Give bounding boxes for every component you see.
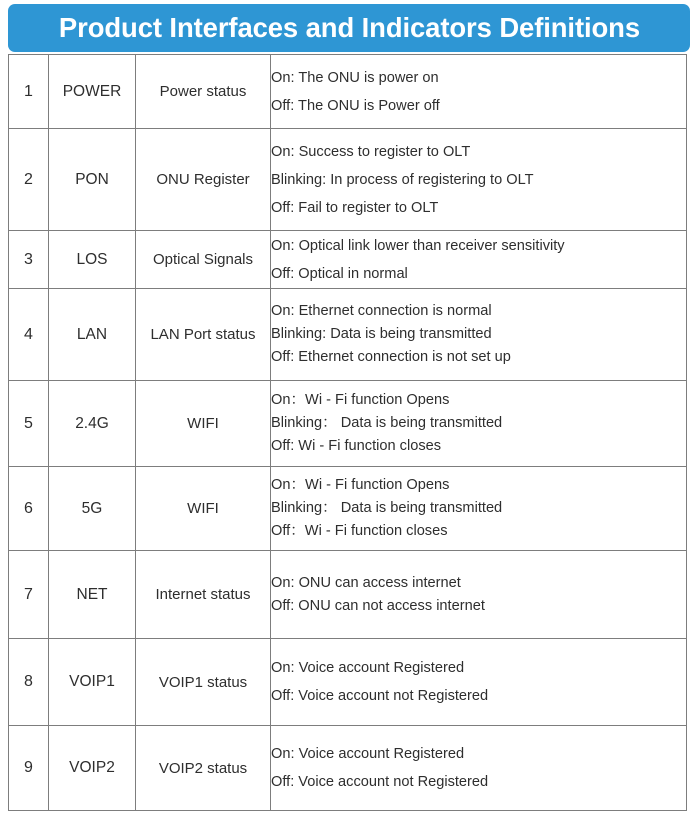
table-row xyxy=(9,129,687,231)
description-line: Blinking: Data is being transmitted xyxy=(271,326,492,342)
page-title: Product Interfaces and Indicators Definitions xyxy=(58,12,640,43)
description-line: On: Success to register to OLT xyxy=(271,143,471,160)
table-row xyxy=(9,551,687,639)
description-line: Off: Ethernet connection is not set up xyxy=(271,349,511,365)
table-row xyxy=(9,639,687,726)
row-number-cell: 9 xyxy=(9,726,49,811)
indicator-function-cell: VOIP2 status xyxy=(136,726,271,811)
row-number-cell: 2 xyxy=(9,129,49,231)
indicator-function-cell: VOIP1 status xyxy=(136,639,271,726)
indicator-function-cell: WIFI xyxy=(136,467,271,551)
table-body xyxy=(9,55,687,811)
table-row xyxy=(9,381,687,467)
description-line: Off: Wi - Fi function closes xyxy=(271,438,442,454)
indicator-description-cell xyxy=(271,231,687,289)
indicator-description-cell xyxy=(271,551,687,639)
description-line: On: Ethernet connection is normal xyxy=(271,303,492,319)
indicator-name-cell: VOIP2 xyxy=(49,726,136,811)
indicator-name-cell: NET xyxy=(49,551,136,639)
indicator-definitions-table xyxy=(8,54,687,811)
row-number-cell: 4 xyxy=(9,289,49,381)
description-line: On: The ONU is power on xyxy=(271,69,439,86)
indicator-description-cell xyxy=(271,639,687,726)
row-number-cell: 1 xyxy=(9,55,49,129)
row-number-cell: 3 xyxy=(9,231,49,289)
description-line: Off: Voice account not Registered xyxy=(271,774,489,790)
description-line: Off: Voice account not Registered xyxy=(271,688,489,704)
row-number-cell: 6 xyxy=(9,467,49,551)
description-line: Blinking： Data is being transmitted xyxy=(271,500,503,516)
description-line: Blinking: In process of registering to OLT xyxy=(271,171,534,188)
indicator-function-cell: WIFI xyxy=(136,381,271,467)
indicator-function-cell: ONU Register xyxy=(136,129,271,231)
description-line: On: Optical link lower than receiver sensitivity xyxy=(271,237,565,254)
description-line: Off：Wi - Fi function closes xyxy=(271,523,448,539)
indicator-description-cell xyxy=(271,289,687,381)
indicator-name-cell: LOS xyxy=(49,231,136,289)
description-line: Blinking： Data is being transmitted xyxy=(271,415,503,431)
indicator-name-cell: 5G xyxy=(49,467,136,551)
indicator-name-cell: 2.4G xyxy=(49,381,136,467)
indicator-name-cell: LAN xyxy=(49,289,136,381)
row-number-cell: 5 xyxy=(9,381,49,467)
indicator-table-container xyxy=(8,54,686,811)
description-line: Off: ONU can not access internet xyxy=(271,597,485,614)
table-row xyxy=(9,231,687,289)
description-line: Off: Fail to register to OLT xyxy=(271,199,439,216)
indicator-name-cell: PON xyxy=(49,129,136,231)
page-title-bar xyxy=(8,4,690,52)
indicator-description-cell xyxy=(271,467,687,551)
table-row xyxy=(9,467,687,551)
row-number-cell: 8 xyxy=(9,639,49,726)
indicator-description-cell xyxy=(271,129,687,231)
table-row xyxy=(9,726,687,811)
description-line: On: ONU can access internet xyxy=(271,574,461,591)
table-row xyxy=(9,289,687,381)
description-line: On：Wi - Fi function Opens xyxy=(271,392,450,408)
indicator-function-cell: Power status xyxy=(136,55,271,129)
description-line: On：Wi - Fi function Opens xyxy=(271,477,450,493)
description-line: On: Voice account Registered xyxy=(271,660,465,676)
description-line: Off: Optical in normal xyxy=(271,265,408,282)
row-number-cell: 7 xyxy=(9,551,49,639)
indicator-function-cell: Internet status xyxy=(136,551,271,639)
description-line: On: Voice account Registered xyxy=(271,746,465,762)
indicator-description-cell xyxy=(271,55,687,129)
indicator-description-cell xyxy=(271,381,687,467)
table-row xyxy=(9,55,687,129)
indicator-name-cell: POWER xyxy=(49,55,136,129)
indicator-function-cell: Optical Signals xyxy=(136,231,271,289)
indicator-function-cell: LAN Port status xyxy=(136,289,271,381)
indicator-name-cell: VOIP1 xyxy=(49,639,136,726)
indicator-description-cell xyxy=(271,726,687,811)
description-line: Off: The ONU is Power off xyxy=(271,97,440,114)
